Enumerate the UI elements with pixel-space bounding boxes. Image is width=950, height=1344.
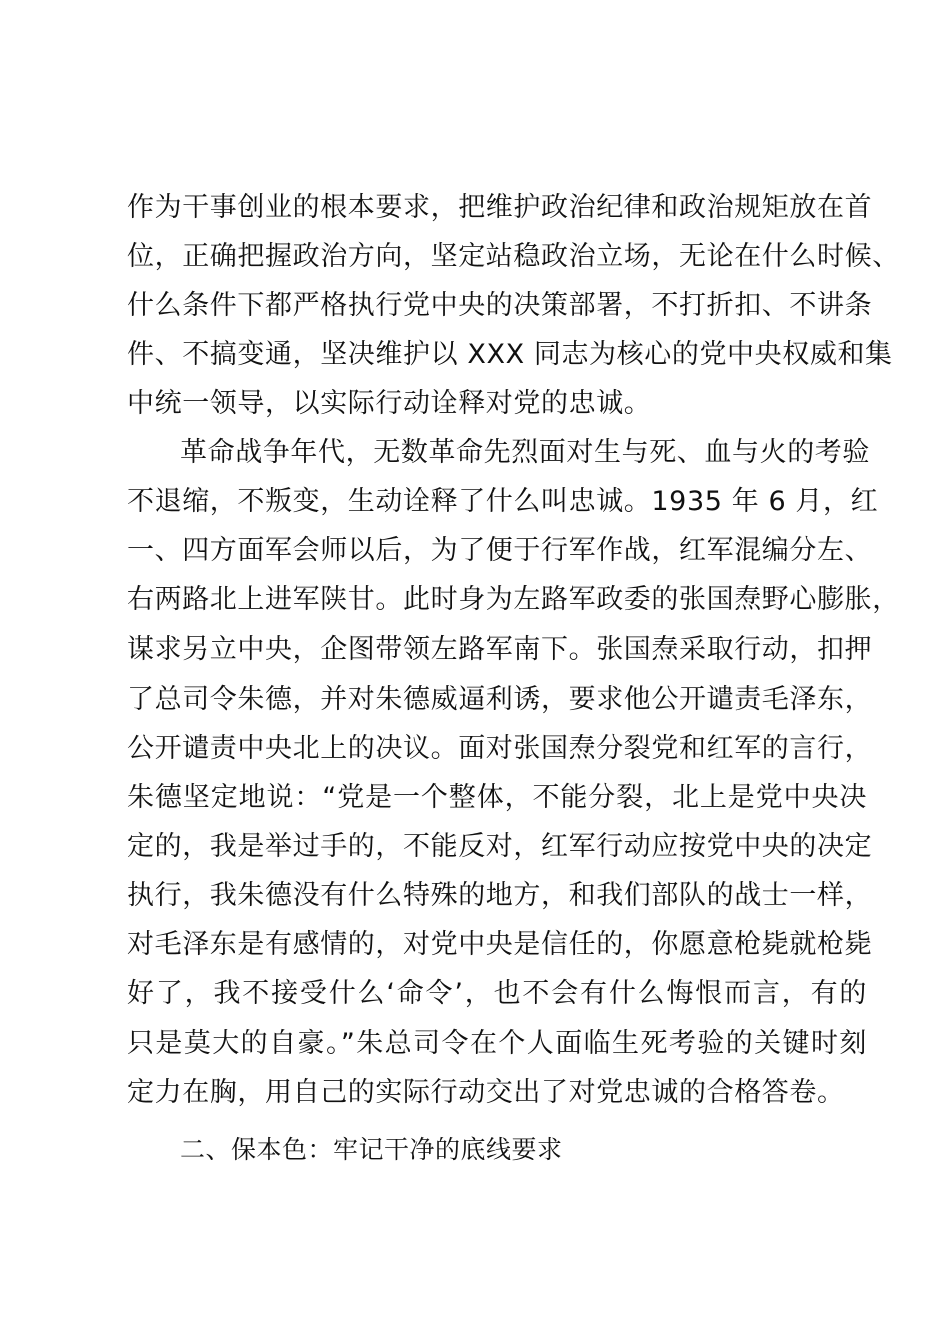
- paragraph-2-line-14: 定力在胸，用自己的实际行动交出了对党忠诚的合格答卷。: [127, 1077, 845, 1108]
- paragraph-2-line-6: 了总司令朱德，并对朱德威逼利诱，要求他公开谴责毛泽东，: [127, 684, 873, 715]
- paragraph-1-line-1: 作为干事创业的根本要求，把维护政治纪律和政治规矩放在首: [127, 192, 873, 223]
- paragraph-2-line-2: 不退缩，不叛变，生动诠释了什么叫忠诚。1935 年 6 月，红: [127, 486, 879, 517]
- paragraph-2-line-11: 对毛泽东是有感情的，对党中央是信任的，你愿意枪毙就枪毙: [127, 929, 873, 960]
- paragraph-2-line-13: 只是莫大的自豪。”朱总司令在个人面临生死考验的关键时刻: [127, 1028, 867, 1059]
- paragraph-1-line-2: 位，正确把握政治方向，坚定站稳政治立场，无论在什么时候、: [127, 241, 900, 272]
- paragraph-2-line-10: 执行，我朱德没有什么特殊的地方，和我们部队的战士一样，: [127, 880, 873, 911]
- paragraph-1-line-3: 什么条件下都严格执行党中央的决策部署，不打折扣、不讲条: [127, 290, 873, 321]
- paragraph-1-line-5: 中统一领导，以实际行动诠释对党的忠诚。: [127, 388, 652, 419]
- paragraph-2-line-3: 一、四方面军会师以后，为了便于行军作战，红军混编分左、: [127, 535, 873, 566]
- paragraph-2-line-1: 革命战争年代，无数革命先烈面对生与死、血与火的考验: [180, 437, 870, 468]
- paragraph-2-line-8: 朱德坚定地说：“党是一个整体，不能分裂，北上是党中央决: [127, 782, 867, 813]
- paragraph-2-line-7: 公开谴责中央北上的决议。面对张国焘分裂党和红军的言行，: [127, 733, 873, 764]
- paragraph-2-line-12: 好了，我不接受什么‘命令’，也不会有什么悔恨而言，有的: [127, 978, 867, 1009]
- paragraph-2-line-9: 定的，我是举过手的，不能反对，红军行动应按党中央的决定: [127, 831, 873, 862]
- paragraph-1-line-4: 件、不搞变通，坚决维护以 XXX 同志为核心的党中央权威和集: [127, 339, 893, 370]
- paragraph-2-line-4: 右两路北上进军陕甘。此时身为左路军政委的张国焘野心膨胀，: [127, 584, 900, 615]
- paragraph-2-line-5: 谋求另立中央，企图带领左路军南下。张国焘采取行动，扣押: [127, 634, 873, 665]
- section-heading: 二、保本色：牢记干净的底线要求: [180, 1135, 563, 1164]
